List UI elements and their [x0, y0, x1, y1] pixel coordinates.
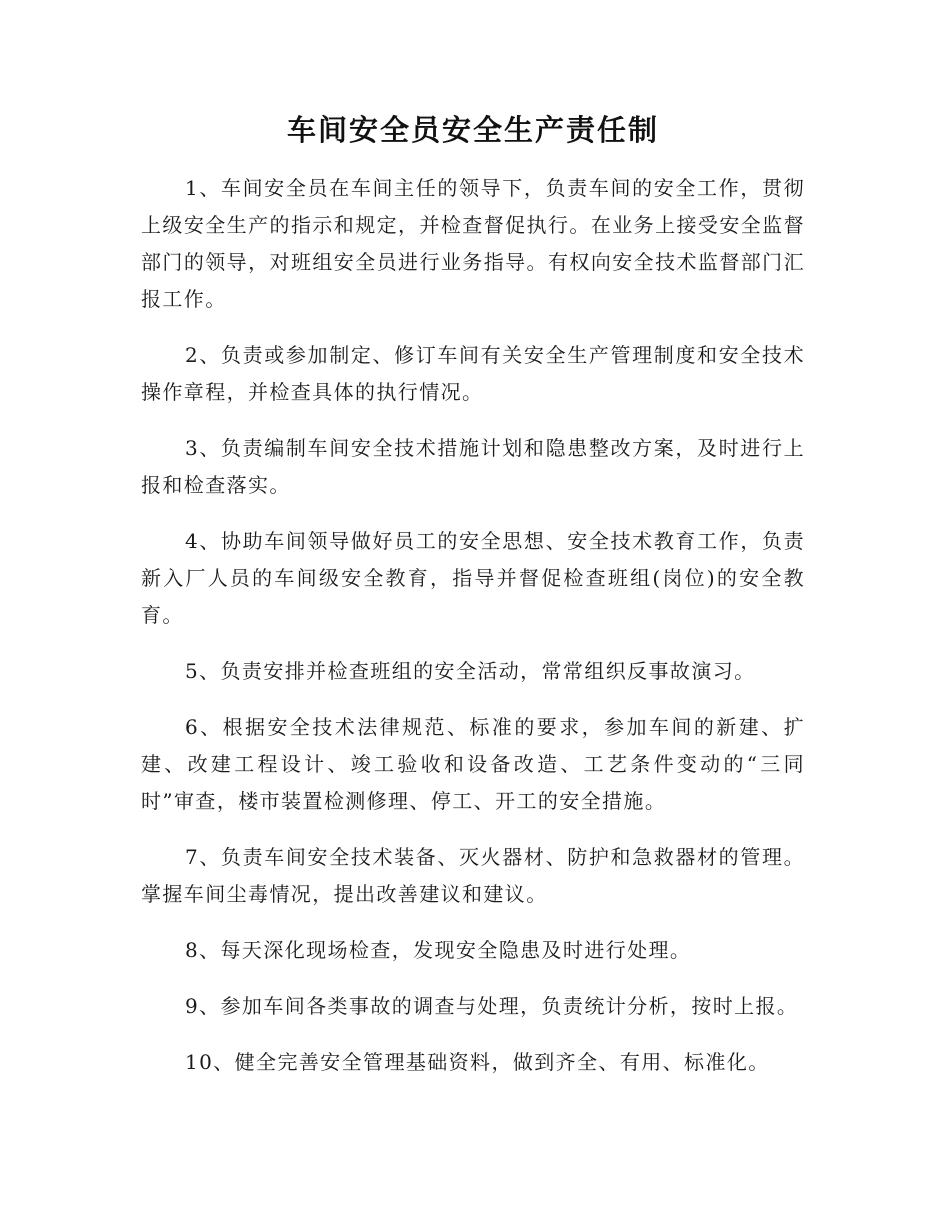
paragraph-6: 6、根据安全技术法律规范、标准的要求，参加车间的新建、扩建、改建工程设计、竣工验收和设备改造、工艺条件变动的“三同时”审查，楼市装置检测修理、停工、开工的安全措施。 — [141, 715, 805, 813]
paragraph-2: 2、负责或参加制定、修订车间有关安全生产管理制度和安全技术操作章程，并检查具体的执行情况。 — [141, 343, 805, 404]
paragraph-8: 8、每天深化现场检查，发现安全隐患及时进行处理。 — [185, 938, 692, 962]
paragraph-1: 1、车间安全员在车间主任的领导下，负责车间的安全工作，贯彻上级安全生产的指示和规定，并检查督促执行。在业务上接受安全监督部门的领导，对班组安全员进行业务指导。有权向安全技术监督部门汇报工作。 — [141, 176, 805, 311]
paragraph-5: 5、负责安排并检查班组的安全活动，常常组织反事故演习。 — [185, 659, 756, 683]
document-body — [141, 108, 805, 1100]
paragraph-10: 10、健全完善安全管理基础资料，做到齐全、有用、标准化。 — [185, 1050, 770, 1074]
paragraph-7: 7、负责车间安全技术装备、灭火器材、防护和急救器材的管理。掌握车间尘毒情况，提出改善建议和建议。 — [141, 845, 805, 906]
paragraph-3: 3、负责编制车间安全技术措施计划和隐患整改方案，及时进行上报和检查落实。 — [141, 436, 805, 497]
paragraph-4: 4、协助车间领导做好员工的安全思想、安全技术教育工作，负责新入厂人员的车间级安全教育，指导并督促检查班组(岗位)的安全教育。 — [141, 529, 805, 627]
paragraph-9: 9、参加车间各类事故的调查与处理，负责统计分析，按时上报。 — [185, 994, 799, 1018]
document-title: 车间安全员安全生产责任制 — [286, 113, 659, 147]
